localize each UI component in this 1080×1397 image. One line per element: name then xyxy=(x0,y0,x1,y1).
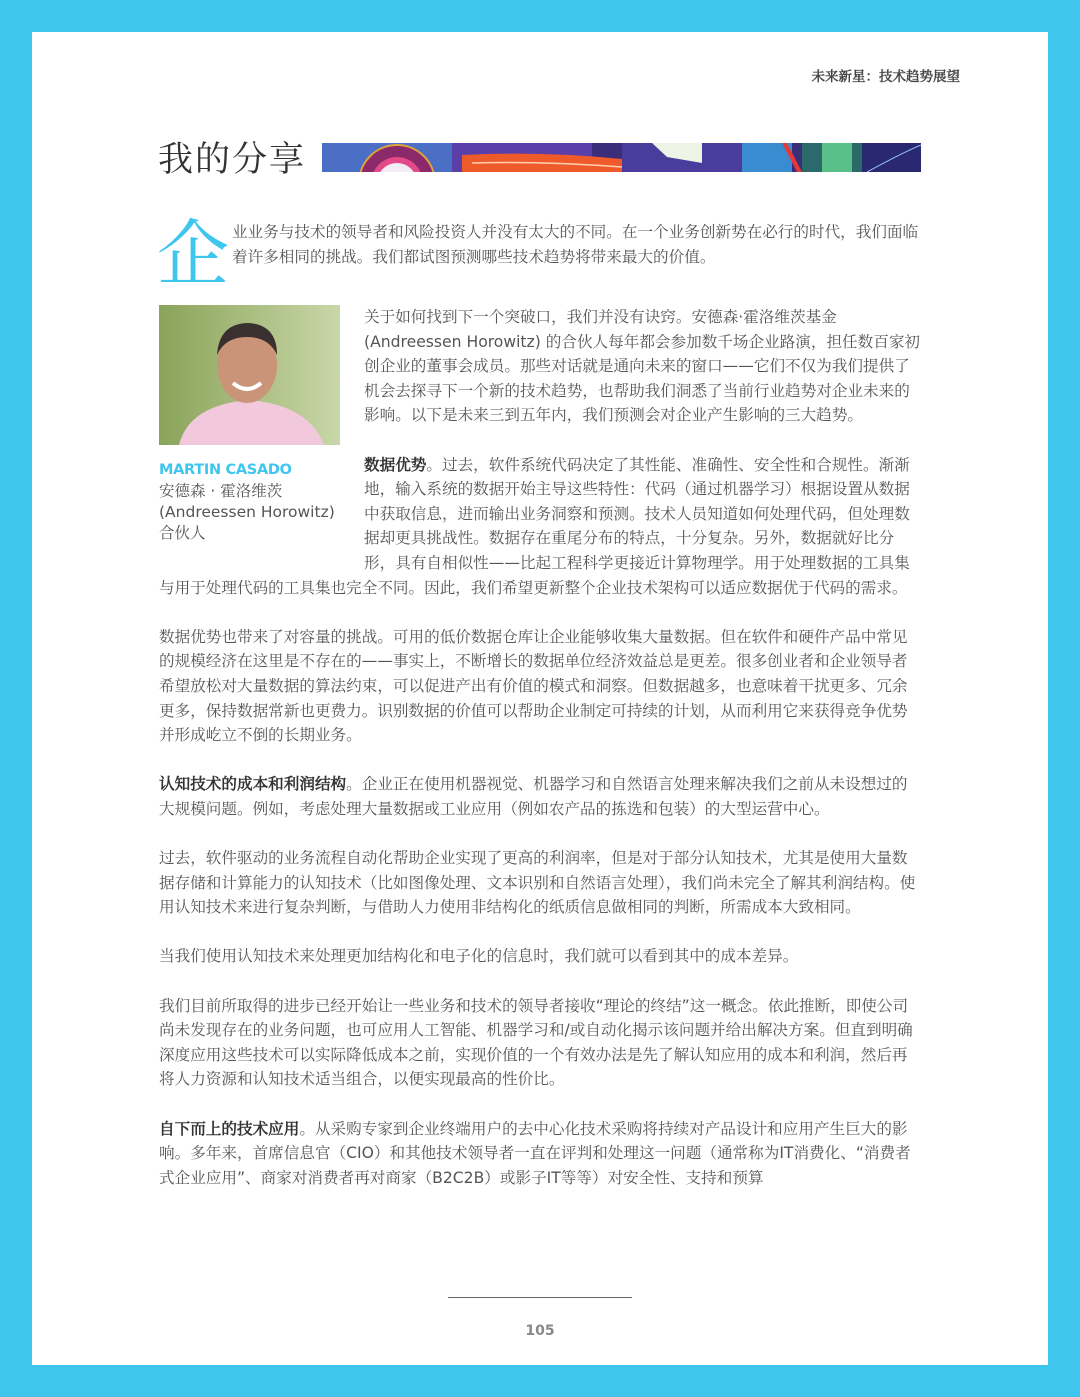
drop-cap: 企 xyxy=(157,212,230,296)
paragraph xyxy=(159,772,921,821)
author-role: 合伙人 xyxy=(159,524,206,542)
author-name: MARTIN CASADO xyxy=(159,462,292,478)
paragraph-text: 数据优势也带来了对容量的挑战。可用的低价数据仓库让企业能够收集大量数据。但在软件和硬件产品中常见的规模经济在这里是不存在的——事实上，不断增长的数据单位经济效益总是更差。很多创业者和企业领导者希望放松对大量数据的算法约束，可以促进产出有价值的模式和洞察。但数据越多，也意味着干扰更多、冗余更多，保持数据常新也更费力。识别数据的价值可以帮助企业制定可持续的计划，从而利用它来获得竞争优势并形成屹立不倒的长期业务。 xyxy=(159,627,908,745)
author-photo xyxy=(159,305,340,445)
paragraph-text: 过去，软件驱动的业务流程自动化帮助企业实现了更高的利润率，但是对于部分认知技术，尤其是使用大量数据存储和计算能力的认知技术（比如图像处理、文本识别和自然语言处理），我们尚未完全了解其利润结构。使用认知技术来进行复杂判断，与借助人力使用非结构化的纸质信息做相同的判断，所需成本大致相同。 xyxy=(159,849,916,917)
paragraph xyxy=(159,994,921,1092)
paragraph-lead: 数据优势 xyxy=(364,455,427,474)
running-header: 未来新星：技术趋势展望 xyxy=(811,69,960,85)
paragraph-text: 当我们使用认知技术来处理更加结构化和电子化的信息时，我们就可以看到其中的成本差异。 xyxy=(159,947,799,966)
intro-text: 业业务与技术的领导者和风险投资人并没有太大的不同。在一个业务创新势在必行的时代，我们面临着许多相同的挑战。我们都试图预测哪些技术趋势将带来最大的价值。 xyxy=(232,223,919,266)
paragraph xyxy=(159,846,921,920)
paragraph xyxy=(159,625,921,748)
paragraph-lead: 自下而上的技术应用 xyxy=(159,1119,300,1138)
page-number: 105 xyxy=(525,1323,555,1339)
author-org-en: (Andreessen Horowitz) xyxy=(159,503,335,521)
intro-paragraph xyxy=(157,212,921,296)
paragraph xyxy=(159,1117,921,1191)
paragraph-text: 。从采购专家到企业终端用户的去中心化技术采购将持续对产品设计和应用产生巨大的影响。多年来，首席信息官（CIO）和其他技术领导者一直在评判和处理这一问题（通常称为IT消费化、“消费者式企业应用”、商家对消费者再对商家（B2C2B）或影子IT等等）对安全性、支持和预算 xyxy=(159,1119,911,1187)
article-body xyxy=(157,212,921,1215)
paragraph-text: 我们目前所取得的进步已经开始让一些业务和技术的领导者接收“理论的终结”这一概念。依此推断，即使公司尚未发现存在的业务问题，也可应用人工智能、机器学习和/或自动化揭示该问题并给出解决方案。但直到明确深度应用这些技术可以实际降低成本之前，实现价值的一个有效办法是先了解认知应用的成本和利润，然后再将人力资源和认知技术适当组合，以便实现最高的性价比。 xyxy=(159,996,913,1089)
author-sidebar xyxy=(159,305,364,568)
paragraph-lead: 认知技术的成本和利润结构 xyxy=(159,775,347,794)
paragraph-text: 关于如何找到下一个突破口，我们并没有诀窍。安德森·霍洛维茨基金(Andreessen Horowitz) 的合伙人每年都会参加数千场企业路演，担任数百家初创企业的董事会成员。那些对话就是通向未来的窗口——它们不仅为我们提供了机会去探寻下一个新的技术趋势，也帮助我们洞悉了当前行业趋势对企业未来的影响。以下是未来三到五年内，我们预测会对企业产生影响的三大趋势。 xyxy=(364,308,921,425)
footer-divider xyxy=(448,1297,632,1298)
document-page xyxy=(32,32,1048,1365)
author-org: 安德森 · 霍洛维茨 xyxy=(159,482,283,500)
decorative-banner-image xyxy=(322,143,921,172)
paragraph-text: 。企业正在使用机器视觉、机器学习和自然语言处理来解决我们之前从未设想过的大规模问题。例如，考虑处理大量数据或工业应用（例如农产品的拣选和包装）的大型运营中心。 xyxy=(159,775,908,818)
paragraph-text: 。过去，软件系统代码决定了其性能、准确性、安全性和合规性。渐渐地，输入系统的数据开始主导这些特性：代码（通过机器学习）根据设置从数据中获取信息，进而输出业务洞察和预测。技术人员知道如何处理代码，但处理数据却更具挑战性。数据存在重尾分布的特点，十分复杂。另外，数据就好比分形，具有自相似性——比起工程科学更接近计算物理学。用于处理数据的工具集与用于处理代码的工具集也完全不同。因此，我们希望更新整个企业技术架构可以适应数据优于代码的需求。 xyxy=(159,455,910,597)
section-title: 我的分享 xyxy=(158,140,307,180)
paragraph xyxy=(159,944,921,969)
